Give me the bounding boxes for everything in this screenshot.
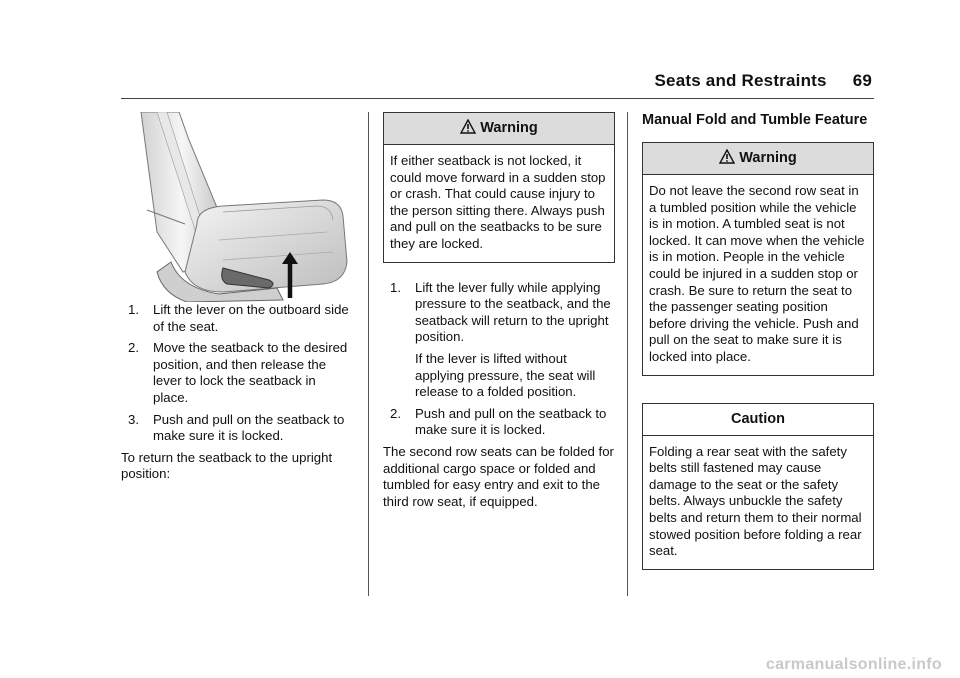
step-text: Move the seatback to the desired position, and then release the lever to lock the seatback in place. xyxy=(153,340,348,405)
caution-header: Caution xyxy=(643,404,873,436)
step-item xyxy=(383,280,615,401)
caution-text: Folding a rear seat with the safety belts still fastened may cause damage to the seat or the safety belts. Always unbuckle the safety belts and return them to their normal stowed position before folding a rear seat. xyxy=(649,443,862,559)
step-number: 1. xyxy=(390,279,401,295)
section-heading: Manual Fold and Tumble Feature xyxy=(642,112,868,128)
steps-list xyxy=(121,302,353,445)
column-1 xyxy=(121,112,353,483)
warning-header xyxy=(384,113,614,145)
step-item xyxy=(121,412,353,445)
page-header xyxy=(655,71,873,91)
body-paragraph: The second row seats can be folded for additional cargo space or folded and tumbled for easy entry and exit to the third row seat, if equipped. xyxy=(383,443,614,509)
step-number: 3. xyxy=(128,411,139,427)
step-item xyxy=(121,302,353,335)
caution-box xyxy=(642,403,874,570)
step-number: 2. xyxy=(128,340,139,356)
body-paragraph: To return the seatback to the upright position: xyxy=(121,449,333,482)
warning-box xyxy=(642,142,874,376)
step-text: Lift the lever on the outboard side of the seat. xyxy=(153,302,349,334)
section-title: Seats and Restraints xyxy=(654,71,827,90)
warning-header xyxy=(643,143,873,175)
step-text: Push and pull on the seatback to make sure it is locked. xyxy=(153,411,345,444)
step-number: 2. xyxy=(390,405,401,421)
step-text: Lift the lever fully while applying pressure to the seatback, and the seatback will return to the upright position. xyxy=(415,279,611,345)
warning-triangle-icon xyxy=(719,149,735,169)
page-number: 69 xyxy=(852,71,872,90)
warning-text: If either seatback is not locked, it could move forward in a sudden stop or crash. That could cause injury to the person sitting there. Always push and pull on the seatbacks to be sure they are locked. xyxy=(390,153,606,251)
step-item xyxy=(121,340,353,406)
steps-list xyxy=(383,280,615,439)
warning-title: Warning xyxy=(480,120,538,137)
step-text: Push and pull on the seatback to make sure it is locked. xyxy=(415,405,607,438)
warning-title: Warning xyxy=(739,150,797,167)
seat-lever-illustration xyxy=(127,112,359,302)
warning-box xyxy=(383,112,615,263)
step-number: 1. xyxy=(128,302,139,317)
step-item xyxy=(383,406,615,439)
warning-text: Do not leave the second row seat in a tumbled position while the vehicle is in motion. A tumbled seat is not locked. It can move when the vehicle is in motion. People in the vehicle could be injured in a sudden stop or crash. Be sure to return the seat to the passenger seating position before driving the vehicle. Push and pull on the seat to make sure it is locked into place. xyxy=(649,183,865,364)
column-divider-2 xyxy=(627,112,628,596)
step-subtext: If the lever is lifted without applying pressure, the seat will release to a folded position. xyxy=(415,350,596,400)
watermark: carmanualsonline.info xyxy=(765,656,942,673)
warning-triangle-icon xyxy=(460,119,476,139)
header-rule xyxy=(121,98,874,99)
seat-illustration-svg xyxy=(127,112,359,302)
column-divider-1 xyxy=(368,112,369,596)
column-2 xyxy=(383,112,615,510)
column-3 xyxy=(642,112,874,570)
